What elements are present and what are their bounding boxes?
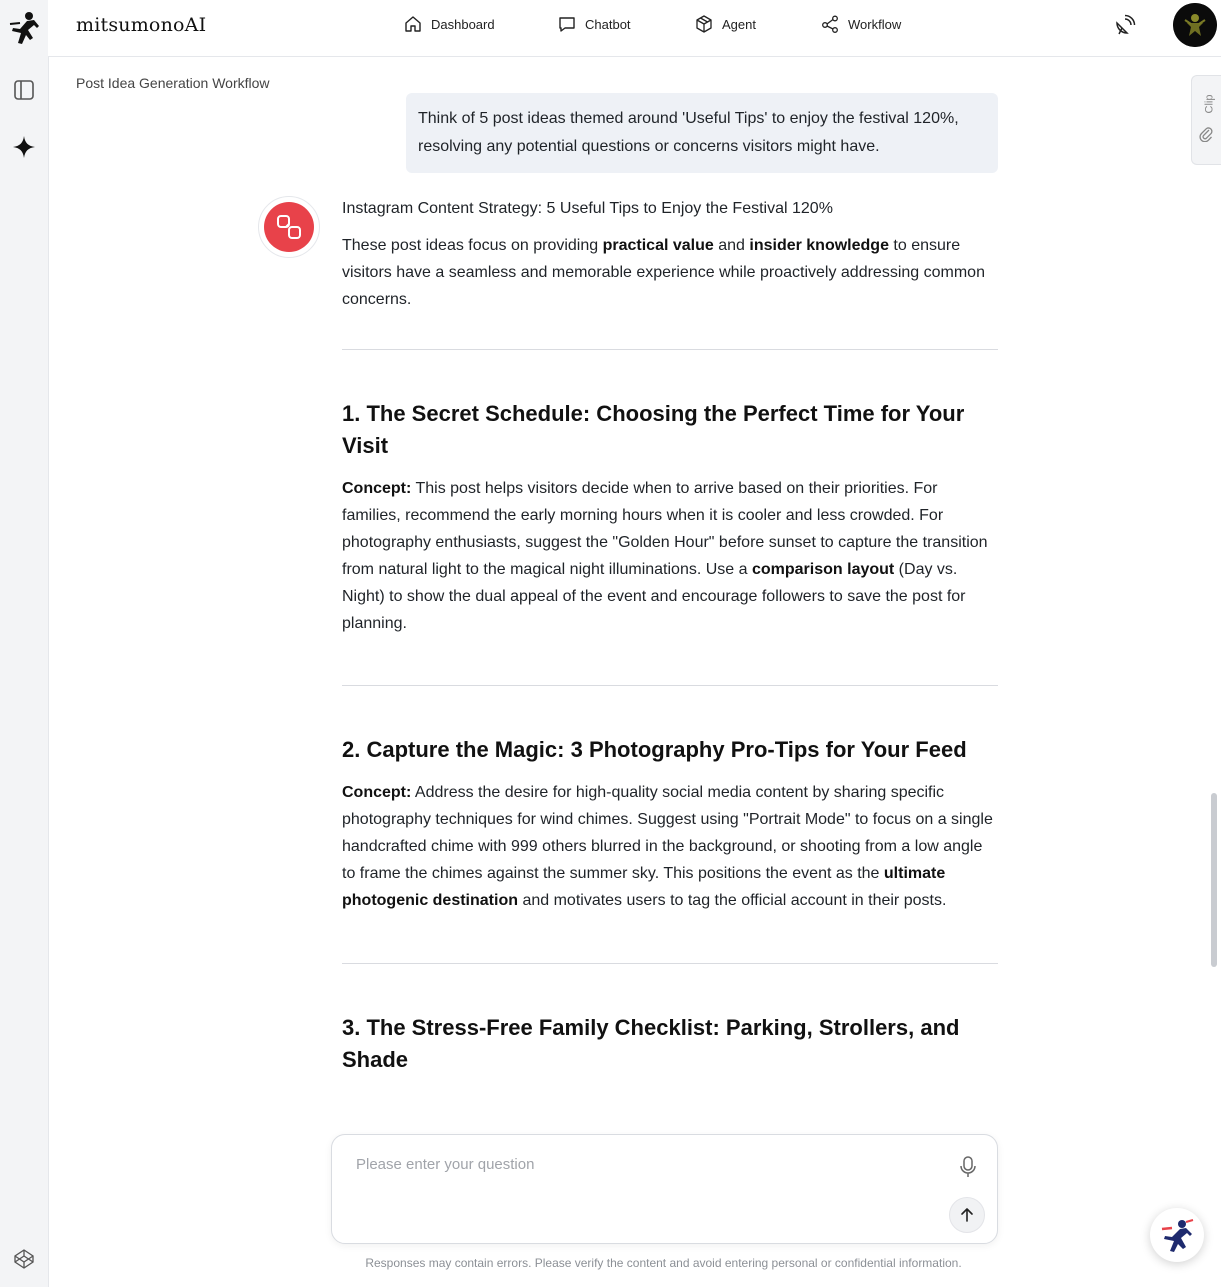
top-header <box>48 0 1221 57</box>
ninja-mascot-icon <box>1158 1216 1196 1254</box>
assistant-answer <box>342 198 998 1076</box>
nav-label: Chatbot <box>585 16 631 32</box>
nav-chatbot[interactable] <box>557 14 631 34</box>
user-avatar[interactable] <box>1173 3 1217 47</box>
home-icon <box>403 14 423 34</box>
codepen-icon[interactable] <box>12 1247 36 1271</box>
nav-label: Workflow <box>848 16 902 32</box>
answer-intro: These post ideas focus on providing practical value and insider knowledge to ensure visitors have a seamless and memorable experience while proactively addressing common concerns. <box>342 237 985 308</box>
nav-label: Agent <box>722 16 756 32</box>
share-nodes-icon <box>820 14 840 34</box>
section-divider <box>342 685 998 686</box>
clip-tab[interactable] <box>1191 75 1221 165</box>
section-heading: 2. Capture the Magic: 3 Photography Pro-Tips for Your Feed <box>342 737 967 762</box>
section-body: Concept: Address the desire for high-quality social media content by sharing specific photography techniques for wind chimes. Suggest using "Portrait Mode" to focus on a single handcrafted chime with 999 others blurred in the background, or shooting from a low angle to frame the chimes against the summer sky. This positions the event as the ultimate photogenic destination and motivates users to tag the official account in their posts. <box>342 784 993 909</box>
answer-title: Instagram Content Strategy: 5 Useful Tips to Enjoy the Festival 120% <box>342 200 833 217</box>
nav-workflow[interactable] <box>820 14 901 34</box>
section-divider <box>342 349 998 350</box>
microphone-icon[interactable] <box>957 1155 979 1179</box>
cube-icon <box>694 14 714 34</box>
page-breadcrumb: Post Idea Generation Workflow <box>76 75 270 91</box>
user-message-bubble: Think of 5 post ideas themed around 'Useful Tips' to enjoy the festival 120%, resolving any potential questions or concerns visitors might have. <box>406 93 998 173</box>
send-button[interactable] <box>949 1197 985 1233</box>
nav-label: Dashboard <box>431 16 495 32</box>
left-rail <box>0 0 49 1287</box>
section-heading: 1. The Secret Schedule: Choosing the Perfect Time for Your Visit <box>342 401 965 458</box>
assistant-avatar <box>258 196 320 258</box>
satellite-dish-icon[interactable] <box>1112 14 1136 38</box>
section-heading: 3. The Stress-Free Family Checklist: Parking, Strollers, and Shade <box>342 1015 960 1072</box>
section-divider <box>342 963 998 964</box>
assistant-logo-icon <box>274 212 304 242</box>
question-input[interactable] <box>354 1155 918 1174</box>
paperclip-icon <box>1199 126 1213 142</box>
arrow-up-icon <box>958 1206 976 1224</box>
clip-label: Clip <box>1203 94 1216 114</box>
nav-dashboard[interactable] <box>403 14 495 34</box>
brand-name[interactable]: mitsumonoAI <box>76 14 207 36</box>
message-composer <box>331 1134 998 1244</box>
toggle-sidebar-icon[interactable] <box>12 78 36 102</box>
nav-agent[interactable] <box>694 14 756 34</box>
disclaimer-text: Responses may contain errors. Please verify the content and avoid entering personal or confidential information. <box>365 1256 962 1270</box>
app-logo-icon[interactable] <box>8 10 40 46</box>
scrollbar-thumb[interactable] <box>1211 793 1217 967</box>
section-body: Concept: This post helps visitors decide when to arrive based on their priorities. For families, recommend the early morning hours when it is cooler and less crowded. For photography enthusiasts, suggest the "Golden Hour" before sunset to capture the transition from natural light to the magical night illuminations. Use a comparison layout (Day vs. Night) to show the dual appeal of the event and encourage followers to save the post for planning. <box>342 480 988 632</box>
floating-assistant-button[interactable] <box>1150 1208 1204 1262</box>
chat-bubble-icon <box>557 14 577 34</box>
sparkle-icon[interactable] <box>12 135 36 159</box>
